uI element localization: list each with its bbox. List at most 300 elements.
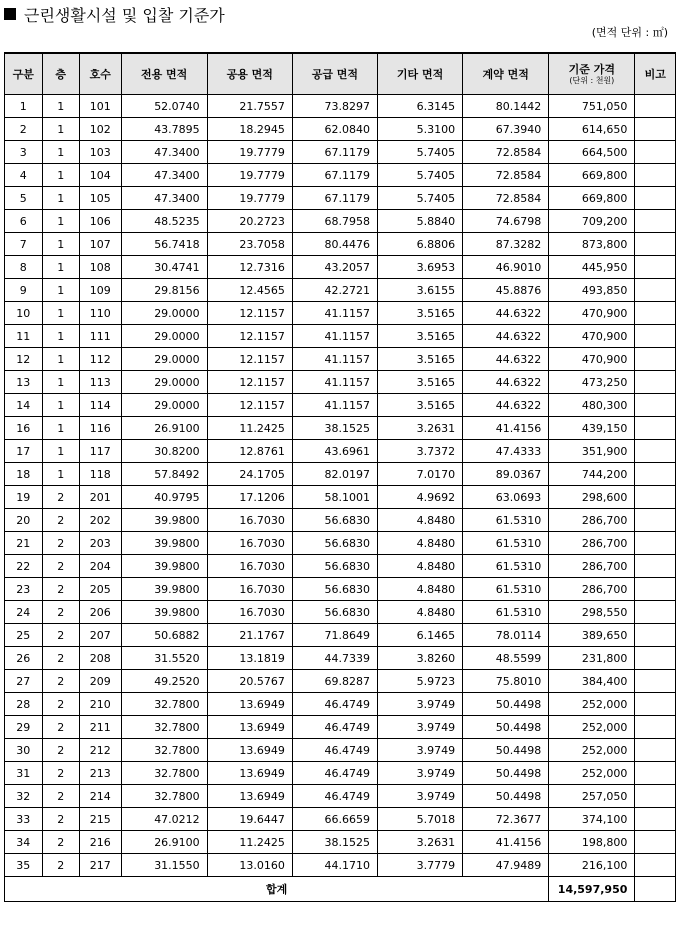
cell-other-area: 3.5165 (377, 348, 462, 371)
table-row (5, 325, 676, 348)
cell-floor: 2 (42, 624, 80, 647)
cell-no: 27 (5, 670, 43, 693)
unit-note: (면적 단위 : ㎡) (591, 26, 668, 39)
cell-exclusive-area: 31.1550 (121, 854, 207, 877)
cell-other-area: 4.8480 (377, 532, 462, 555)
cell-base-price: 257,050 (549, 785, 635, 808)
cell-other-area: 3.5165 (377, 302, 462, 325)
cell-unit: 110 (80, 302, 122, 325)
cell-common-area: 16.7030 (207, 532, 292, 555)
cell-no: 22 (5, 555, 43, 578)
cell-floor: 1 (42, 302, 80, 325)
cell-no: 20 (5, 509, 43, 532)
cell-contract-area: 44.6322 (463, 394, 549, 417)
total-row (5, 877, 676, 902)
cell-exclusive-area: 32.7800 (121, 739, 207, 762)
cell-supply-area: 38.1525 (292, 417, 377, 440)
cell-supply-area: 41.1157 (292, 348, 377, 371)
cell-unit: 205 (80, 578, 122, 601)
cell-contract-area: 72.8584 (463, 164, 549, 187)
cell-base-price: 470,900 (549, 348, 635, 371)
table-row (5, 693, 676, 716)
cell-exclusive-area: 39.9800 (121, 601, 207, 624)
cell-base-price: 470,900 (549, 302, 635, 325)
table-row (5, 141, 676, 164)
cell-unit: 106 (80, 210, 122, 233)
cell-other-area: 3.9749 (377, 716, 462, 739)
cell-remarks (635, 118, 676, 141)
table-body (5, 95, 676, 877)
header-base-price-sub: (단위 : 천원) (569, 76, 615, 85)
cell-remarks (635, 601, 676, 624)
header-no: 구분 (5, 53, 43, 95)
cell-other-area: 3.6953 (377, 256, 462, 279)
cell-contract-area: 50.4498 (463, 739, 549, 762)
cell-supply-area: 46.4749 (292, 785, 377, 808)
cell-floor: 2 (42, 670, 80, 693)
cell-no: 32 (5, 785, 43, 808)
cell-unit: 112 (80, 348, 122, 371)
table-row (5, 831, 676, 854)
cell-exclusive-area: 47.3400 (121, 141, 207, 164)
cell-common-area: 12.4565 (207, 279, 292, 302)
cell-exclusive-area: 43.7895 (121, 118, 207, 141)
cell-unit: 210 (80, 693, 122, 716)
black-square-icon (4, 8, 16, 20)
document-title (4, 2, 225, 26)
cell-supply-area: 68.7958 (292, 210, 377, 233)
cell-unit: 103 (80, 141, 122, 164)
cell-exclusive-area: 39.9800 (121, 555, 207, 578)
cell-common-area: 23.7058 (207, 233, 292, 256)
cell-common-area: 12.1157 (207, 325, 292, 348)
cell-contract-area: 44.6322 (463, 302, 549, 325)
cell-other-area: 6.1465 (377, 624, 462, 647)
cell-base-price: 231,800 (549, 647, 635, 670)
cell-remarks (635, 233, 676, 256)
cell-other-area: 3.5165 (377, 371, 462, 394)
cell-no: 18 (5, 463, 43, 486)
cell-no: 13 (5, 371, 43, 394)
cell-contract-area: 46.9010 (463, 256, 549, 279)
cell-common-area: 19.7779 (207, 187, 292, 210)
cell-base-price: 744,200 (549, 463, 635, 486)
table-row (5, 532, 676, 555)
cell-no: 21 (5, 532, 43, 555)
cell-floor: 2 (42, 762, 80, 785)
cell-base-price: 669,800 (549, 164, 635, 187)
cell-common-area: 12.7316 (207, 256, 292, 279)
cell-contract-area: 44.6322 (463, 348, 549, 371)
cell-other-area: 3.5165 (377, 325, 462, 348)
cell-floor: 2 (42, 578, 80, 601)
cell-supply-area: 73.8297 (292, 95, 377, 118)
cell-base-price: 252,000 (549, 716, 635, 739)
cell-supply-area: 41.1157 (292, 394, 377, 417)
cell-base-price: 298,600 (549, 486, 635, 509)
cell-remarks (635, 762, 676, 785)
cell-supply-area: 41.1157 (292, 325, 377, 348)
cell-floor: 1 (42, 164, 80, 187)
cell-supply-area: 67.1179 (292, 141, 377, 164)
cell-base-price: 286,700 (549, 555, 635, 578)
cell-floor: 1 (42, 348, 80, 371)
cell-no: 8 (5, 256, 43, 279)
cell-no: 11 (5, 325, 43, 348)
cell-no: 33 (5, 808, 43, 831)
table-row (5, 302, 676, 325)
cell-remarks (635, 417, 676, 440)
cell-supply-area: 41.1157 (292, 302, 377, 325)
cell-common-area: 12.1157 (207, 371, 292, 394)
cell-supply-area: 46.4749 (292, 762, 377, 785)
cell-no: 30 (5, 739, 43, 762)
cell-floor: 1 (42, 118, 80, 141)
cell-exclusive-area: 30.8200 (121, 440, 207, 463)
cell-supply-area: 41.1157 (292, 371, 377, 394)
cell-supply-area: 56.6830 (292, 578, 377, 601)
cell-no: 1 (5, 95, 43, 118)
header-unit: 호수 (80, 53, 122, 95)
cell-floor: 2 (42, 831, 80, 854)
table-row (5, 95, 676, 118)
cell-contract-area: 67.3940 (463, 118, 549, 141)
cell-other-area: 5.7018 (377, 808, 462, 831)
cell-no: 28 (5, 693, 43, 716)
table-row (5, 762, 676, 785)
cell-floor: 2 (42, 854, 80, 877)
cell-common-area: 13.6949 (207, 693, 292, 716)
cell-unit: 206 (80, 601, 122, 624)
cell-remarks (635, 256, 676, 279)
cell-base-price: 286,700 (549, 532, 635, 555)
cell-exclusive-area: 32.7800 (121, 693, 207, 716)
header-base-price-main: 기준 가격 (568, 63, 615, 76)
cell-base-price: 374,100 (549, 808, 635, 831)
table-row (5, 578, 676, 601)
cell-unit: 217 (80, 854, 122, 877)
cell-exclusive-area: 32.7800 (121, 716, 207, 739)
cell-other-area: 3.5165 (377, 394, 462, 417)
cell-other-area: 5.9723 (377, 670, 462, 693)
cell-remarks (635, 371, 676, 394)
table-row (5, 555, 676, 578)
cell-supply-area: 42.2721 (292, 279, 377, 302)
cell-exclusive-area: 39.9800 (121, 509, 207, 532)
cell-contract-area: 78.0114 (463, 624, 549, 647)
cell-floor: 2 (42, 808, 80, 831)
cell-contract-area: 50.4498 (463, 693, 549, 716)
cell-exclusive-area: 52.0740 (121, 95, 207, 118)
cell-other-area: 3.7779 (377, 854, 462, 877)
table-row (5, 716, 676, 739)
cell-unit: 102 (80, 118, 122, 141)
cell-common-area: 21.1767 (207, 624, 292, 647)
cell-other-area: 5.7405 (377, 141, 462, 164)
header-supply-area: 공급 면적 (292, 53, 377, 95)
table-row (5, 624, 676, 647)
table-row (5, 371, 676, 394)
cell-exclusive-area: 26.9100 (121, 831, 207, 854)
cell-remarks (635, 509, 676, 532)
cell-other-area: 3.9749 (377, 785, 462, 808)
cell-floor: 2 (42, 555, 80, 578)
cell-unit: 117 (80, 440, 122, 463)
cell-common-area: 13.6949 (207, 716, 292, 739)
cell-common-area: 19.6447 (207, 808, 292, 831)
cell-remarks (635, 164, 676, 187)
cell-base-price: 216,100 (549, 854, 635, 877)
cell-supply-area: 46.4749 (292, 739, 377, 762)
cell-common-area: 13.1819 (207, 647, 292, 670)
cell-other-area: 4.8480 (377, 509, 462, 532)
cell-contract-area: 61.5310 (463, 532, 549, 555)
cell-no: 19 (5, 486, 43, 509)
cell-no: 10 (5, 302, 43, 325)
cell-unit: 209 (80, 670, 122, 693)
cell-exclusive-area: 57.8492 (121, 463, 207, 486)
cell-other-area: 3.9749 (377, 693, 462, 716)
cell-floor: 2 (42, 532, 80, 555)
cell-exclusive-area: 49.2520 (121, 670, 207, 693)
cell-supply-area: 43.2057 (292, 256, 377, 279)
cell-remarks (635, 716, 676, 739)
cell-other-area: 3.2631 (377, 417, 462, 440)
cell-supply-area: 56.6830 (292, 532, 377, 555)
cell-base-price: 873,800 (549, 233, 635, 256)
cell-floor: 1 (42, 210, 80, 233)
cell-contract-area: 48.5599 (463, 647, 549, 670)
cell-remarks (635, 532, 676, 555)
cell-no: 16 (5, 417, 43, 440)
cell-exclusive-area: 32.7800 (121, 762, 207, 785)
cell-common-area: 16.7030 (207, 555, 292, 578)
cell-unit: 203 (80, 532, 122, 555)
cell-exclusive-area: 47.3400 (121, 164, 207, 187)
table-row (5, 187, 676, 210)
cell-no: 7 (5, 233, 43, 256)
cell-other-area: 7.0170 (377, 463, 462, 486)
cell-common-area: 20.2723 (207, 210, 292, 233)
cell-contract-area: 89.0367 (463, 463, 549, 486)
cell-contract-area: 41.4156 (463, 417, 549, 440)
cell-unit: 201 (80, 486, 122, 509)
cell-unit: 114 (80, 394, 122, 417)
table-row (5, 601, 676, 624)
cell-base-price: 473,250 (549, 371, 635, 394)
cell-common-area: 17.1206 (207, 486, 292, 509)
cell-remarks (635, 808, 676, 831)
cell-base-price: 669,800 (549, 187, 635, 210)
cell-supply-area: 62.0840 (292, 118, 377, 141)
cell-contract-area: 50.4498 (463, 785, 549, 808)
cell-supply-area: 67.1179 (292, 187, 377, 210)
total-price: 14,597,950 (549, 877, 635, 902)
cell-contract-area: 72.8584 (463, 187, 549, 210)
cell-contract-area: 72.3677 (463, 808, 549, 831)
cell-remarks (635, 624, 676, 647)
header-floor: 층 (42, 53, 80, 95)
cell-exclusive-area: 29.8156 (121, 279, 207, 302)
cell-floor: 1 (42, 371, 80, 394)
table-row (5, 785, 676, 808)
cell-no: 6 (5, 210, 43, 233)
table-row (5, 233, 676, 256)
cell-other-area: 6.8806 (377, 233, 462, 256)
cell-unit: 214 (80, 785, 122, 808)
cell-base-price: 351,900 (549, 440, 635, 463)
cell-remarks (635, 325, 676, 348)
cell-remarks (635, 739, 676, 762)
cell-remarks (635, 95, 676, 118)
cell-remarks (635, 210, 676, 233)
cell-no: 17 (5, 440, 43, 463)
table-row (5, 440, 676, 463)
cell-contract-area: 44.6322 (463, 325, 549, 348)
cell-exclusive-area: 31.5520 (121, 647, 207, 670)
cell-floor: 1 (42, 417, 80, 440)
cell-contract-area: 80.1442 (463, 95, 549, 118)
table-row (5, 463, 676, 486)
cell-unit: 111 (80, 325, 122, 348)
cell-supply-area: 44.1710 (292, 854, 377, 877)
cell-exclusive-area: 39.9800 (121, 578, 207, 601)
cell-unit: 212 (80, 739, 122, 762)
cell-base-price: 389,650 (549, 624, 635, 647)
cell-unit: 118 (80, 463, 122, 486)
cell-common-area: 12.8761 (207, 440, 292, 463)
cell-supply-area: 38.1525 (292, 831, 377, 854)
cell-base-price: 493,850 (549, 279, 635, 302)
title-text: 근린생활시설 및 입찰 기준가 (24, 5, 225, 25)
cell-supply-area: 82.0197 (292, 463, 377, 486)
cell-no: 29 (5, 716, 43, 739)
cell-contract-area: 44.6322 (463, 371, 549, 394)
cell-other-area: 4.8480 (377, 555, 462, 578)
cell-base-price: 614,650 (549, 118, 635, 141)
cell-no: 34 (5, 831, 43, 854)
price-table (4, 52, 676, 902)
cell-exclusive-area: 40.9795 (121, 486, 207, 509)
cell-no: 24 (5, 601, 43, 624)
cell-unit: 207 (80, 624, 122, 647)
cell-no: 25 (5, 624, 43, 647)
cell-base-price: 252,000 (549, 739, 635, 762)
cell-unit: 108 (80, 256, 122, 279)
header-common-area: 공용 면적 (207, 53, 292, 95)
cell-supply-area: 56.6830 (292, 601, 377, 624)
cell-common-area: 13.0160 (207, 854, 292, 877)
table-row (5, 348, 676, 371)
cell-other-area: 4.8480 (377, 578, 462, 601)
cell-exclusive-area: 29.0000 (121, 371, 207, 394)
total-label: 합계 (5, 877, 549, 902)
cell-remarks (635, 693, 676, 716)
cell-floor: 1 (42, 279, 80, 302)
table-row (5, 808, 676, 831)
header-contract-area: 계약 면적 (463, 53, 549, 95)
cell-common-area: 16.7030 (207, 578, 292, 601)
cell-supply-area: 66.6659 (292, 808, 377, 831)
table-row (5, 739, 676, 762)
cell-common-area: 11.2425 (207, 417, 292, 440)
cell-common-area: 20.5767 (207, 670, 292, 693)
cell-other-area: 3.2631 (377, 831, 462, 854)
cell-unit: 216 (80, 831, 122, 854)
cell-unit: 109 (80, 279, 122, 302)
table-row (5, 256, 676, 279)
cell-exclusive-area: 50.6882 (121, 624, 207, 647)
cell-common-area: 16.7030 (207, 509, 292, 532)
total-remarks (635, 877, 676, 902)
cell-remarks (635, 647, 676, 670)
header-remarks: 비고 (635, 53, 676, 95)
table-row (5, 394, 676, 417)
cell-contract-area: 50.4498 (463, 716, 549, 739)
cell-remarks (635, 279, 676, 302)
cell-exclusive-area: 48.5235 (121, 210, 207, 233)
cell-base-price: 252,000 (549, 762, 635, 785)
cell-supply-area: 58.1001 (292, 486, 377, 509)
cell-no: 9 (5, 279, 43, 302)
cell-exclusive-area: 47.3400 (121, 187, 207, 210)
cell-base-price: 480,300 (549, 394, 635, 417)
cell-contract-area: 74.6798 (463, 210, 549, 233)
cell-common-area: 12.1157 (207, 348, 292, 371)
cell-remarks (635, 785, 676, 808)
cell-floor: 2 (42, 693, 80, 716)
cell-contract-area: 75.8010 (463, 670, 549, 693)
cell-contract-area: 47.4333 (463, 440, 549, 463)
cell-unit: 204 (80, 555, 122, 578)
cell-exclusive-area: 29.0000 (121, 348, 207, 371)
cell-exclusive-area: 47.0212 (121, 808, 207, 831)
table-row (5, 670, 676, 693)
cell-base-price: 252,000 (549, 693, 635, 716)
cell-supply-area: 44.7339 (292, 647, 377, 670)
header-other-area: 기타 면적 (377, 53, 462, 95)
cell-unit: 104 (80, 164, 122, 187)
table-row (5, 417, 676, 440)
cell-other-area: 3.8260 (377, 647, 462, 670)
cell-other-area: 5.7405 (377, 164, 462, 187)
cell-other-area: 4.8480 (377, 601, 462, 624)
cell-other-area: 5.8840 (377, 210, 462, 233)
table-row (5, 210, 676, 233)
table-row (5, 854, 676, 877)
cell-no: 4 (5, 164, 43, 187)
cell-remarks (635, 141, 676, 164)
cell-supply-area: 46.4749 (292, 693, 377, 716)
cell-common-area: 24.1705 (207, 463, 292, 486)
cell-common-area: 21.7557 (207, 95, 292, 118)
cell-no: 12 (5, 348, 43, 371)
table-header-row (5, 53, 676, 95)
cell-common-area: 12.1157 (207, 302, 292, 325)
cell-exclusive-area: 32.7800 (121, 785, 207, 808)
cell-unit: 113 (80, 371, 122, 394)
cell-contract-area: 87.3282 (463, 233, 549, 256)
header-exclusive-area: 전용 면적 (121, 53, 207, 95)
header-base-price (549, 53, 635, 95)
cell-supply-area: 56.6830 (292, 509, 377, 532)
cell-unit: 105 (80, 187, 122, 210)
cell-exclusive-area: 29.0000 (121, 394, 207, 417)
cell-exclusive-area: 29.0000 (121, 325, 207, 348)
cell-floor: 1 (42, 440, 80, 463)
cell-unit: 208 (80, 647, 122, 670)
cell-no: 2 (5, 118, 43, 141)
